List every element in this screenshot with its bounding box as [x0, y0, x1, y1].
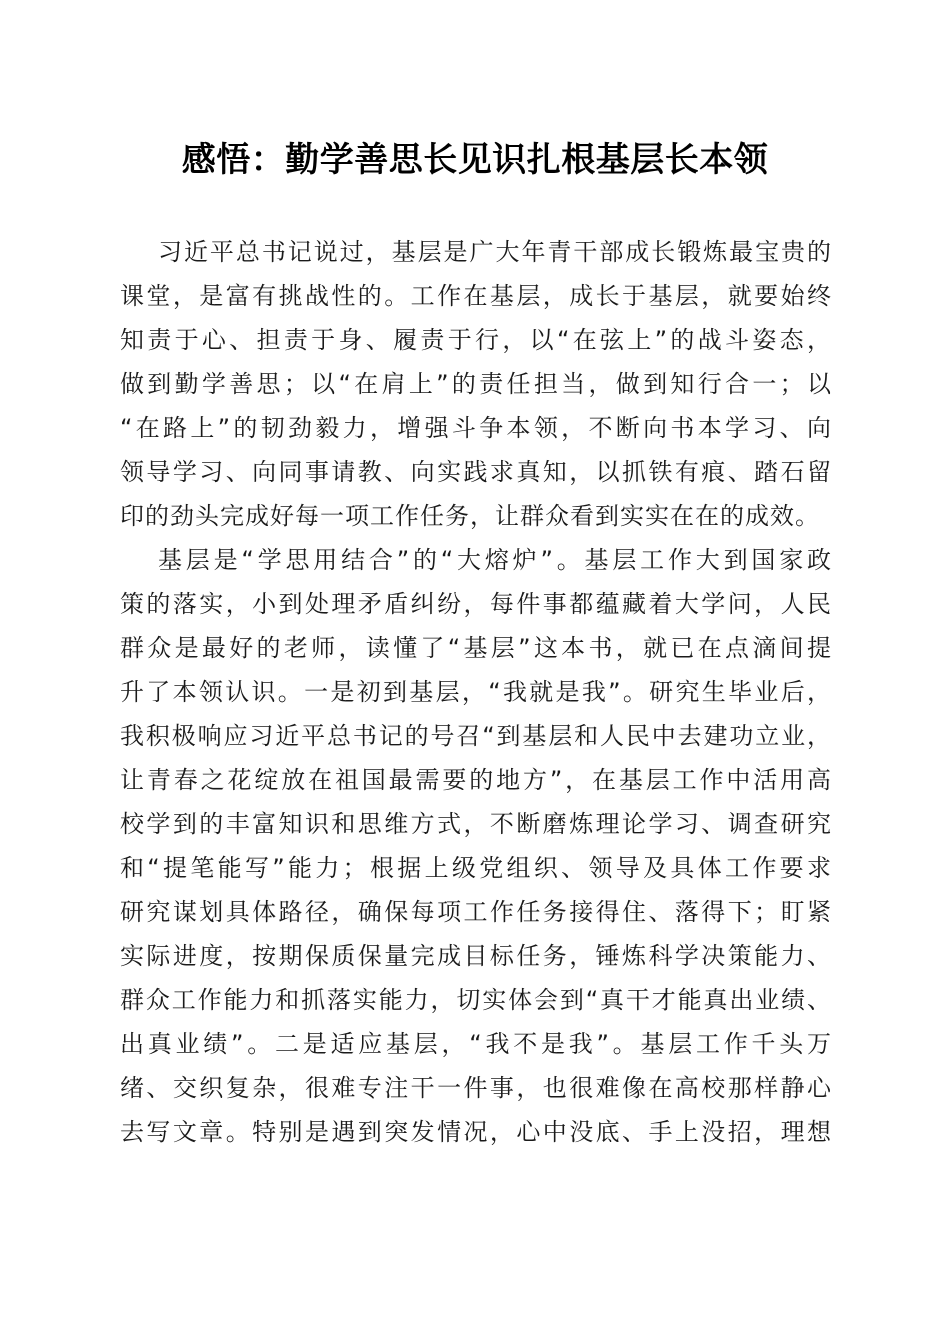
text-line: 策的落实，小到处理矛盾纠纷，每件事都蕴藏着大学问，人民: [120, 590, 832, 618]
text-line: 绪、交织复杂，很难专注干一件事，也很难像在高校那样静心: [120, 1074, 832, 1102]
text-line: 研究谋划具体路径，确保每项工作任务接得住、落得下；盯紧: [120, 898, 832, 926]
text-line: 校学到的丰富知识和思维方式，不断磨炼理论学习、调查研究: [120, 810, 832, 838]
document-body: [120, 230, 832, 1154]
text-line: 群众工作能力和抓落实能力，切实体会到“真干才能真出业绩、: [120, 986, 832, 1014]
text-line: 去写文章。特别是遇到突发情况，心中没底、手上没招，理想: [120, 1118, 832, 1146]
text-line: 让青春之花绽放在祖国最需要的地方”，在基层工作中活用高: [120, 766, 832, 794]
paragraph-1: [120, 230, 832, 538]
paragraph-2: [120, 538, 832, 1154]
text-line: 印的劲头完成好每一项工作任务，让群众看到实实在在的成效。: [120, 502, 820, 530]
text-line: 升了本领认识。一是初到基层，“我就是我”。研究生毕业后，: [120, 678, 832, 706]
text-line: 领导学习、向同事请教、向实践求真知，以抓铁有痕、踏石留: [120, 458, 832, 486]
document-title: 感悟：勤学善思长见识扎根基层长本领: [181, 140, 769, 180]
text-line: 出真业绩”。二是适应基层，“我不是我”。基层工作千头万: [120, 1030, 832, 1058]
text-line: 群众是最好的老师，读懂了“基层”这本书，就已在点滴间提: [120, 634, 832, 662]
text-line: 课堂，是富有挑战性的。工作在基层，成长于基层，就要始终: [120, 282, 832, 310]
text-line: 知责于心、担责于身、履责于行，以“在弦上”的战斗姿态，: [120, 326, 832, 354]
text-line: 习近平总书记说过，基层是广大年青干部成长锻炼最宝贵的: [158, 238, 832, 266]
text-line: 做到勤学善思；以“在肩上”的责任担当，做到知行合一；以: [120, 370, 832, 398]
text-line: “在路上”的韧劲毅力，增强斗争本领，不断向书本学习、向: [120, 414, 832, 442]
text-line: 基层是“学思用结合”的“大熔炉”。基层工作大到国家政: [158, 546, 832, 574]
text-line: 实际进度，按期保质保量完成目标任务，锤炼科学决策能力、: [120, 942, 832, 970]
text-line: 和“提笔能写”能力；根据上级党组织、领导及具体工作要求: [120, 854, 832, 882]
text-line: 我积极响应习近平总书记的号召“到基层和人民中去建功立业，: [120, 722, 832, 750]
